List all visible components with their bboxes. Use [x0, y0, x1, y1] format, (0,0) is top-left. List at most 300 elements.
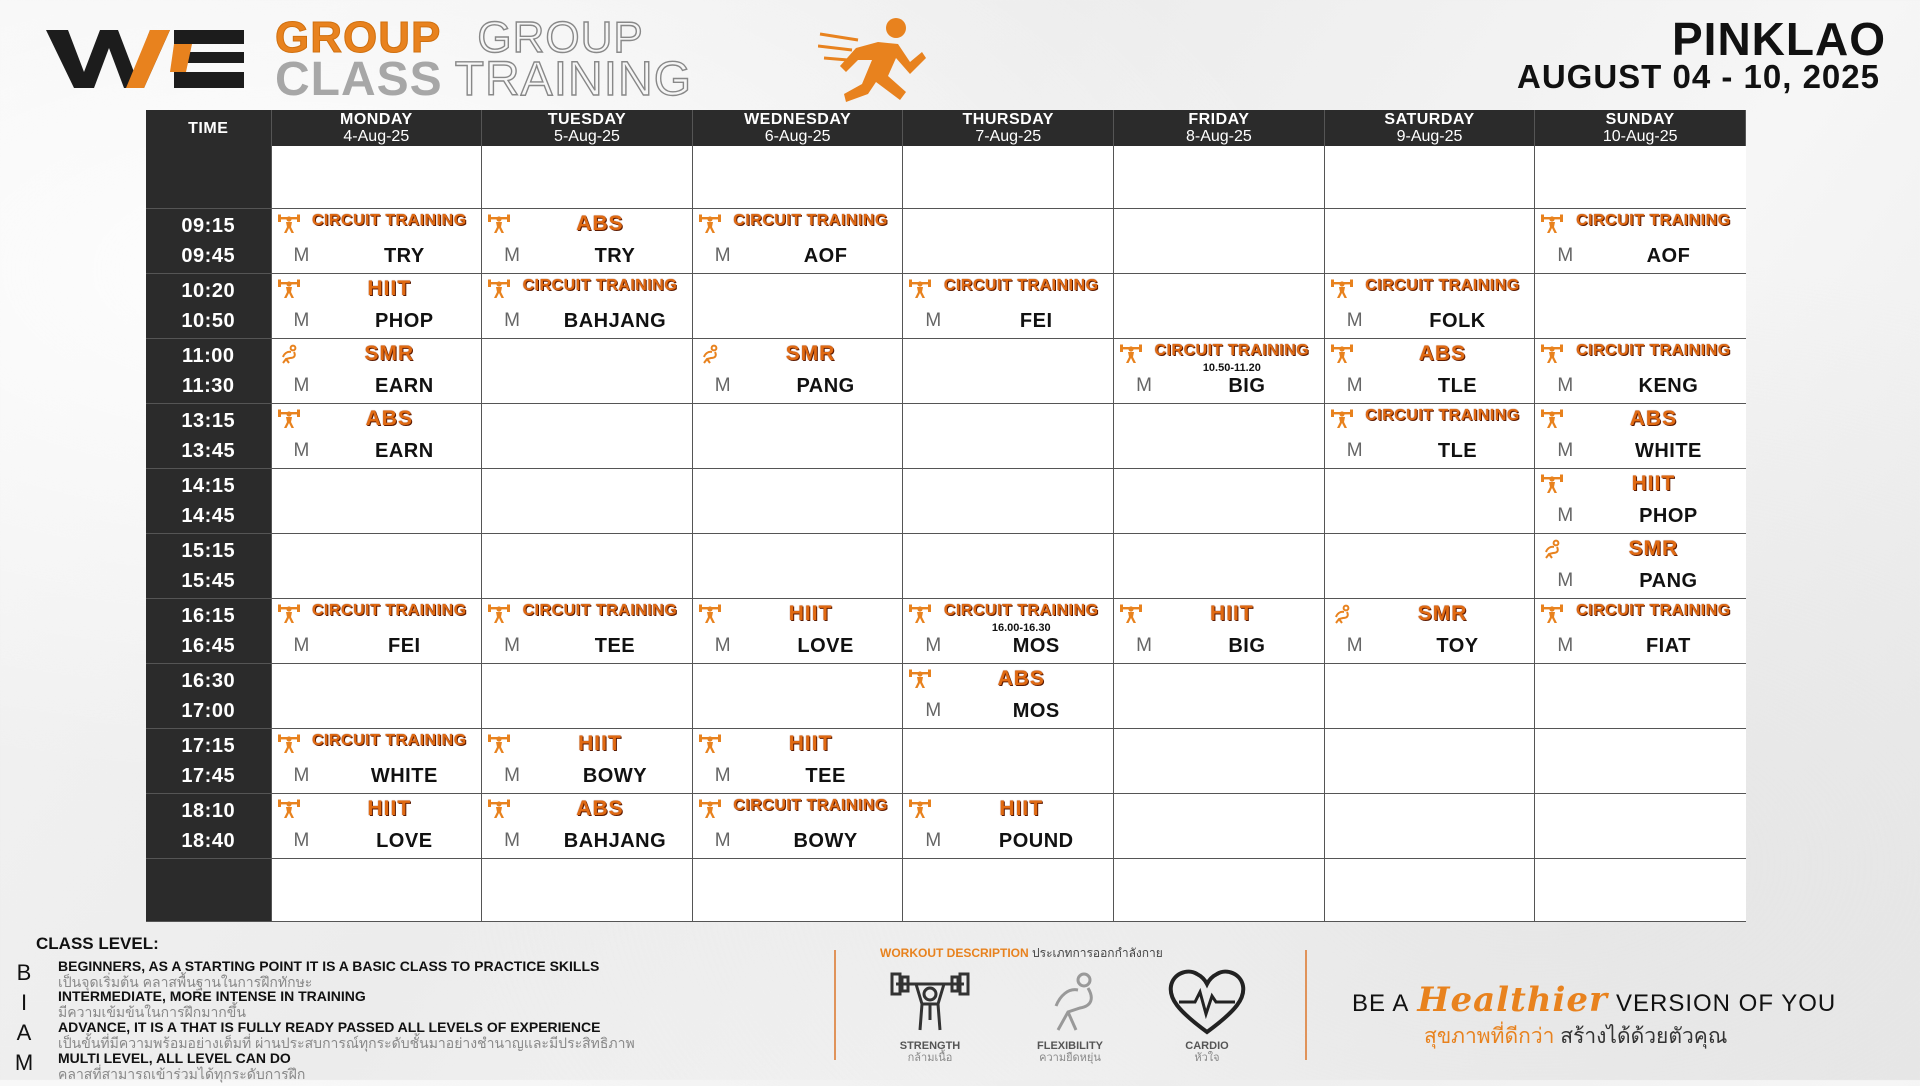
empty-cell — [692, 859, 903, 922]
day-name: SUNDAY — [1605, 111, 1675, 128]
class-name: HIIT — [367, 797, 412, 820]
slot-end-time: 13:45 — [181, 440, 236, 462]
class-entry — [272, 339, 482, 403]
empty-cell — [692, 274, 903, 339]
class-cell[interactable] — [482, 794, 693, 859]
time-cell — [146, 339, 271, 404]
strength-icon — [699, 734, 721, 754]
class-cell[interactable] — [1535, 209, 1746, 274]
class-name: CIRCUIT TRAINING — [1154, 342, 1310, 359]
empty-cell — [692, 469, 903, 534]
strength-icon — [1331, 279, 1353, 299]
class-entry — [1535, 209, 1745, 273]
class-entry — [903, 664, 1113, 728]
slot-end-time: 15:45 — [181, 570, 236, 592]
trainer-name: AOF — [1646, 245, 1691, 267]
time-cell — [146, 664, 271, 729]
trainer-name: PHOP — [1639, 505, 1698, 527]
day-name: SATURDAY — [1384, 111, 1475, 128]
trainer-name: PHOP — [374, 310, 434, 332]
class-level: M — [504, 245, 520, 266]
trainer-name: BOWY — [793, 830, 858, 852]
class-name: HIIT — [999, 797, 1044, 820]
date-range: AUGUST 04 - 10, 2025 — [1517, 58, 1880, 95]
day-name: TUESDAY — [547, 111, 627, 128]
strength-icon — [888, 968, 972, 1038]
slot-start-time: 18:10 — [181, 800, 236, 822]
class-cell[interactable] — [271, 599, 482, 664]
class-name: HIIT — [578, 732, 622, 755]
schedule-row — [146, 534, 1746, 599]
class-level: M — [1557, 635, 1574, 656]
class-name: CIRCUIT TRAINING — [1365, 277, 1520, 294]
schedule-row — [146, 469, 1746, 534]
class-entry — [482, 209, 692, 273]
strength-icon — [699, 799, 721, 819]
class-cell[interactable] — [271, 404, 482, 469]
class-entry — [1535, 469, 1745, 533]
class-name: HIIT — [788, 602, 833, 625]
trainer-name: EARN — [374, 375, 434, 397]
day-date: 5-Aug-25 — [554, 128, 620, 145]
day-name: FRIDAY — [1188, 111, 1250, 128]
level-description-th: เป็นขั้นที่มีความพร้อมอย่างเต็มที่ ผ่านประสบการณ์ทุกระดับชั้นมาอย่างชำนาญและมีประสิทธิภาพ — [58, 1035, 635, 1051]
slogan — [1352, 980, 1836, 1020]
slogan-post: VERSION OF YOU — [1615, 990, 1837, 1017]
schedule-row — [146, 729, 1746, 794]
class-entry — [272, 209, 482, 273]
flexibility-icon — [1028, 968, 1112, 1038]
branch-name: PINKLAO — [1672, 13, 1886, 65]
class-entry — [1325, 274, 1535, 338]
class-entry — [1325, 339, 1535, 403]
class-entry — [693, 209, 903, 273]
class-level-title: CLASS LEVEL: — [36, 934, 159, 953]
level-description: MULTI LEVEL, ALL LEVEL CAN DO — [58, 1050, 291, 1066]
title-training-outline: TRAINING — [454, 53, 693, 106]
strength-icon — [1120, 344, 1142, 364]
strength-icon — [1331, 409, 1353, 429]
slot-start-time: 17:15 — [181, 735, 236, 757]
class-cell[interactable] — [1535, 599, 1746, 664]
class-cell[interactable] — [1324, 599, 1535, 664]
class-name: SMR — [785, 342, 836, 365]
empty-cell — [903, 859, 1114, 922]
class-cell[interactable] — [903, 274, 1114, 339]
class-level: M — [1557, 440, 1574, 461]
day-header — [271, 110, 482, 146]
empty-cell — [482, 146, 693, 209]
empty-cell — [1324, 729, 1535, 794]
empty-cell — [692, 404, 903, 469]
empty-cell — [1114, 469, 1325, 534]
class-level: M — [1346, 635, 1363, 656]
workout-title-th: ประเภทการออกกำลังกาย — [1032, 946, 1163, 960]
class-level: M — [504, 830, 520, 851]
table-header-row — [146, 110, 1746, 146]
class-entry — [272, 404, 482, 468]
class-name: HIIT — [367, 277, 412, 300]
class-level: M — [504, 635, 520, 656]
schedule-row — [146, 339, 1746, 404]
empty-cell — [903, 209, 1114, 274]
strength-icon — [488, 214, 510, 234]
day-date: 6-Aug-25 — [764, 128, 831, 145]
class-cell[interactable] — [903, 599, 1114, 664]
class-entry — [1325, 404, 1535, 468]
class-level: M — [293, 245, 310, 266]
empty-cell — [692, 146, 903, 209]
strength-icon — [909, 604, 931, 624]
strength-icon — [1541, 474, 1563, 494]
strength-icon — [1541, 344, 1563, 364]
trainer-name: POUND — [998, 830, 1074, 852]
class-name: CIRCUIT TRAINING — [1365, 407, 1520, 424]
class-entry — [693, 794, 903, 858]
level-letter: I — [20, 990, 28, 1015]
footer-divider — [834, 950, 836, 1060]
empty-cell — [482, 859, 693, 922]
class-cell[interactable] — [1535, 469, 1746, 534]
time-cell — [146, 794, 271, 859]
day-date: 9-Aug-25 — [1396, 128, 1463, 145]
class-cell[interactable] — [692, 209, 903, 274]
trainer-name: TLE — [1437, 440, 1478, 462]
empty-cell — [1324, 794, 1535, 859]
flexibility-icon — [1541, 539, 1563, 559]
class-level: M — [504, 310, 520, 331]
empty-cell — [1114, 664, 1325, 729]
class-cell[interactable] — [692, 794, 903, 859]
class-name: HIIT — [788, 732, 833, 755]
class-name: SMR — [1417, 602, 1468, 625]
empty-cell — [1324, 209, 1535, 274]
empty-cell — [1114, 534, 1325, 599]
trainer-name: PANG — [1639, 570, 1698, 592]
class-cell[interactable] — [692, 339, 903, 404]
slogan-pre: BE A — [1352, 990, 1410, 1017]
trainer-name: TRY — [594, 245, 636, 267]
class-level: M — [1557, 245, 1574, 266]
trainer-name: LOVE — [797, 635, 854, 657]
empty-cell — [1535, 664, 1746, 729]
class-entry — [693, 599, 903, 663]
empty-cell — [1324, 859, 1535, 922]
class-name: CIRCUIT TRAINING — [311, 212, 467, 229]
trainer-name: MOS — [1012, 700, 1060, 722]
trainer-name: FEI — [388, 635, 421, 657]
empty-cell — [903, 339, 1114, 404]
workout-label-th: กล้ามเนื้อ — [907, 1052, 953, 1064]
class-name: ABS — [1418, 342, 1467, 365]
trainer-name: TLE — [1437, 375, 1478, 397]
trainer-name: PANG — [796, 375, 855, 397]
class-cell[interactable] — [1324, 339, 1535, 404]
workout-label-th: ความยืดหยุ่น — [1039, 1052, 1101, 1064]
empty-cell — [903, 469, 1114, 534]
class-cell[interactable] — [271, 794, 482, 859]
trainer-name: TRY — [383, 245, 425, 267]
slot-end-time: 18:40 — [181, 830, 236, 852]
class-level: M — [925, 310, 942, 331]
class-cell[interactable] — [692, 729, 903, 794]
class-entry — [1535, 404, 1745, 468]
slogan-highlight: Healthier — [1417, 980, 1608, 1020]
empty-cell — [1535, 859, 1746, 922]
strength-icon — [278, 799, 300, 819]
trainer-name: MOS — [1012, 635, 1060, 657]
empty-cell — [1324, 534, 1535, 599]
class-entry — [1535, 534, 1745, 598]
empty-cell — [482, 404, 693, 469]
class-name: CIRCUIT TRAINING — [943, 602, 1099, 619]
empty-cell — [1324, 664, 1535, 729]
empty-cell — [482, 534, 693, 599]
strength-icon — [1331, 344, 1353, 364]
slot-start-time: 11:00 — [181, 345, 235, 367]
day-header — [692, 110, 903, 146]
empty-cell — [271, 534, 482, 599]
class-cell[interactable] — [271, 209, 482, 274]
class-entry — [1535, 339, 1745, 403]
strength-icon — [909, 279, 931, 299]
class-cell[interactable] — [1535, 339, 1746, 404]
class-cell[interactable] — [482, 729, 693, 794]
workout-label-en: FLEXIBILITY — [1037, 1040, 1103, 1052]
flexibility-icon — [699, 344, 721, 364]
slogan-thai-highlight: สุขภาพที่ดีกว่า — [1424, 1025, 1555, 1048]
class-entry — [482, 599, 692, 663]
class-level: M — [714, 830, 731, 851]
slot-end-time: 17:00 — [181, 700, 236, 722]
strength-icon — [278, 279, 300, 299]
class-cell[interactable] — [482, 274, 693, 339]
class-level: M — [1557, 505, 1574, 526]
level-description: INTERMEDIATE, MORE INTENSE IN TRAINING — [58, 988, 366, 1004]
class-cell[interactable] — [1535, 404, 1746, 469]
class-name: CIRCUIT TRAINING — [1576, 602, 1731, 619]
class-name: ABS — [365, 407, 413, 430]
title-class: CLASS — [275, 53, 443, 106]
time-cell-blank — [146, 859, 271, 922]
class-name: CIRCUIT TRAINING — [522, 602, 678, 619]
slogan-thai-rest: สร้างได้ด้วยตัวคุณ — [1560, 1025, 1728, 1048]
class-name: CIRCUIT TRAINING — [1576, 342, 1731, 359]
class-name: HIIT — [1631, 472, 1676, 495]
slot-end-time: 09:45 — [181, 245, 236, 267]
class-cell[interactable] — [1114, 339, 1325, 404]
slot-end-time: 14:45 — [181, 505, 236, 527]
empty-cell — [271, 146, 482, 209]
empty-cell — [271, 469, 482, 534]
day-header — [482, 110, 693, 146]
title-line-2 — [275, 53, 693, 106]
class-name: ABS — [576, 797, 624, 820]
slogan-thai — [1424, 1020, 1727, 1053]
trainer-name: BAHJANG — [563, 310, 667, 332]
workout-description-title — [880, 944, 1163, 963]
class-entry — [482, 794, 692, 858]
title-group-solid: GROUP — [275, 13, 442, 62]
class-level: M — [293, 830, 310, 851]
time-cell — [146, 534, 271, 599]
strength-icon — [488, 799, 510, 819]
slot-end-time: 10:50 — [181, 310, 236, 332]
class-entry — [903, 599, 1113, 663]
class-name: ABS — [576, 212, 624, 235]
trainer-name: TOY — [1436, 635, 1479, 657]
trainer-name: TEE — [805, 765, 846, 787]
level-description-th: มีความเข้มข้นในการฝึกมากขึ้น — [58, 1004, 246, 1020]
trainer-name: WHITE — [370, 765, 438, 787]
class-entry — [693, 729, 903, 793]
empty-cell — [1114, 859, 1325, 922]
empty-cell — [1535, 274, 1746, 339]
level-letter: M — [14, 1050, 34, 1075]
flexibility-icon — [1331, 604, 1353, 624]
level-description: ADVANCE, IT IS A THAT IS FULLY READY PASSED ALL LEVELS OF EXPERIENCE — [58, 1019, 601, 1035]
class-cell[interactable] — [692, 599, 903, 664]
schedule-row — [146, 794, 1746, 859]
class-level: M — [1136, 635, 1152, 656]
schedule-row — [146, 274, 1746, 339]
slot-start-time: 16:30 — [181, 670, 236, 692]
class-cell[interactable] — [482, 599, 693, 664]
strength-icon — [909, 799, 931, 819]
empty-cell — [1114, 729, 1325, 794]
class-entry — [903, 794, 1113, 858]
empty-cell — [903, 146, 1114, 209]
schedule-row — [146, 209, 1746, 274]
strength-icon — [278, 734, 300, 754]
day-date: 7-Aug-25 — [975, 128, 1042, 145]
flexibility-icon — [278, 344, 300, 364]
class-level: M — [293, 765, 310, 786]
empty-cell — [1114, 794, 1325, 859]
trainer-name: EARN — [374, 440, 434, 462]
class-level: M — [925, 635, 942, 656]
strength-icon — [1541, 604, 1563, 624]
class-level: M — [714, 765, 731, 786]
strength-icon — [1120, 604, 1142, 624]
strength-icon — [699, 214, 721, 234]
class-name: CIRCUIT TRAINING — [522, 277, 678, 294]
strength-icon — [699, 604, 721, 624]
slot-end-time: 16:45 — [181, 635, 236, 657]
empty-cell — [1324, 146, 1535, 209]
empty-cell — [903, 404, 1114, 469]
empty-cell — [903, 534, 1114, 599]
strength-icon — [278, 604, 300, 624]
day-header — [1324, 110, 1535, 146]
class-level: M — [293, 635, 310, 656]
class-entry — [693, 339, 903, 403]
day-date: 4-Aug-25 — [343, 128, 410, 145]
class-level: M — [714, 635, 731, 656]
day-header — [1535, 110, 1746, 146]
class-level: M — [504, 765, 520, 786]
time-cell — [146, 404, 271, 469]
day-date: 8-Aug-25 — [1185, 128, 1252, 145]
class-entry — [1114, 339, 1324, 403]
class-cell[interactable] — [271, 339, 482, 404]
class-cell[interactable] — [1114, 599, 1325, 664]
trainer-name: FOLK — [1429, 310, 1486, 332]
workout-label — [870, 1040, 990, 1064]
time-cell — [146, 599, 271, 664]
class-entry — [272, 729, 482, 793]
brand-logo — [46, 22, 246, 90]
class-level: M — [1346, 375, 1363, 396]
slot-start-time: 13:15 — [181, 410, 236, 432]
slot-end-time: 11:30 — [181, 375, 235, 397]
workout-label — [1147, 1040, 1267, 1064]
trainer-name: KENG — [1638, 375, 1699, 397]
empty-cell — [482, 469, 693, 534]
time-cell — [146, 274, 271, 339]
empty-cell — [1535, 729, 1746, 794]
class-cell[interactable] — [1324, 274, 1535, 339]
table-spacer-row — [146, 859, 1746, 922]
class-cell[interactable] — [271, 729, 482, 794]
strength-icon — [1541, 214, 1563, 234]
strength-icon — [488, 279, 510, 299]
cardio-icon — [1165, 968, 1249, 1038]
level-letter: B — [16, 960, 32, 985]
class-cell[interactable] — [482, 209, 693, 274]
class-cell[interactable] — [1324, 404, 1535, 469]
slot-start-time: 09:15 — [181, 215, 236, 237]
class-level: M — [714, 375, 731, 396]
empty-cell — [482, 664, 693, 729]
level-description: BEGINNERS, AS A STARTING POINT IT IS A BASIC CLASS TO PRACTICE SKILLS — [58, 958, 600, 974]
empty-cell — [1114, 209, 1325, 274]
class-name: CIRCUIT TRAINING — [943, 277, 1099, 294]
class-level: M — [1346, 440, 1363, 461]
time-header: TIME — [146, 110, 271, 146]
class-entry — [903, 274, 1113, 338]
level-description-th: เป็นจุดเริ่มต้น คลาสพื้นฐานในการฝึกทักษะ — [58, 974, 313, 990]
class-cell[interactable] — [1535, 534, 1746, 599]
empty-cell — [482, 339, 693, 404]
empty-cell — [1535, 146, 1746, 209]
class-level: M — [925, 700, 942, 721]
day-header — [903, 110, 1114, 146]
footer-divider — [1305, 950, 1307, 1060]
workout-title-en: WORKOUT DESCRIPTION — [880, 946, 1029, 960]
class-name: SMR — [1628, 537, 1679, 560]
class-name: CIRCUIT TRAINING — [311, 732, 467, 749]
schedule-row — [146, 404, 1746, 469]
strength-icon — [278, 409, 300, 429]
class-cell[interactable] — [271, 274, 482, 339]
empty-cell — [692, 534, 903, 599]
workout-label — [1010, 1040, 1130, 1064]
trainer-name: FIAT — [1645, 635, 1691, 657]
level-letter: A — [16, 1020, 32, 1045]
class-name: ABS — [997, 667, 1045, 690]
class-entry — [1114, 599, 1324, 663]
class-cell[interactable] — [903, 794, 1114, 859]
class-name: CIRCUIT TRAINING — [311, 602, 467, 619]
class-level: M — [714, 245, 731, 266]
strength-icon — [909, 669, 931, 689]
workout-label-en: STRENGTH — [899, 1040, 961, 1052]
class-level: M — [1346, 310, 1363, 331]
day-header — [1114, 110, 1325, 146]
class-cell[interactable] — [903, 664, 1114, 729]
strength-icon — [278, 214, 300, 234]
